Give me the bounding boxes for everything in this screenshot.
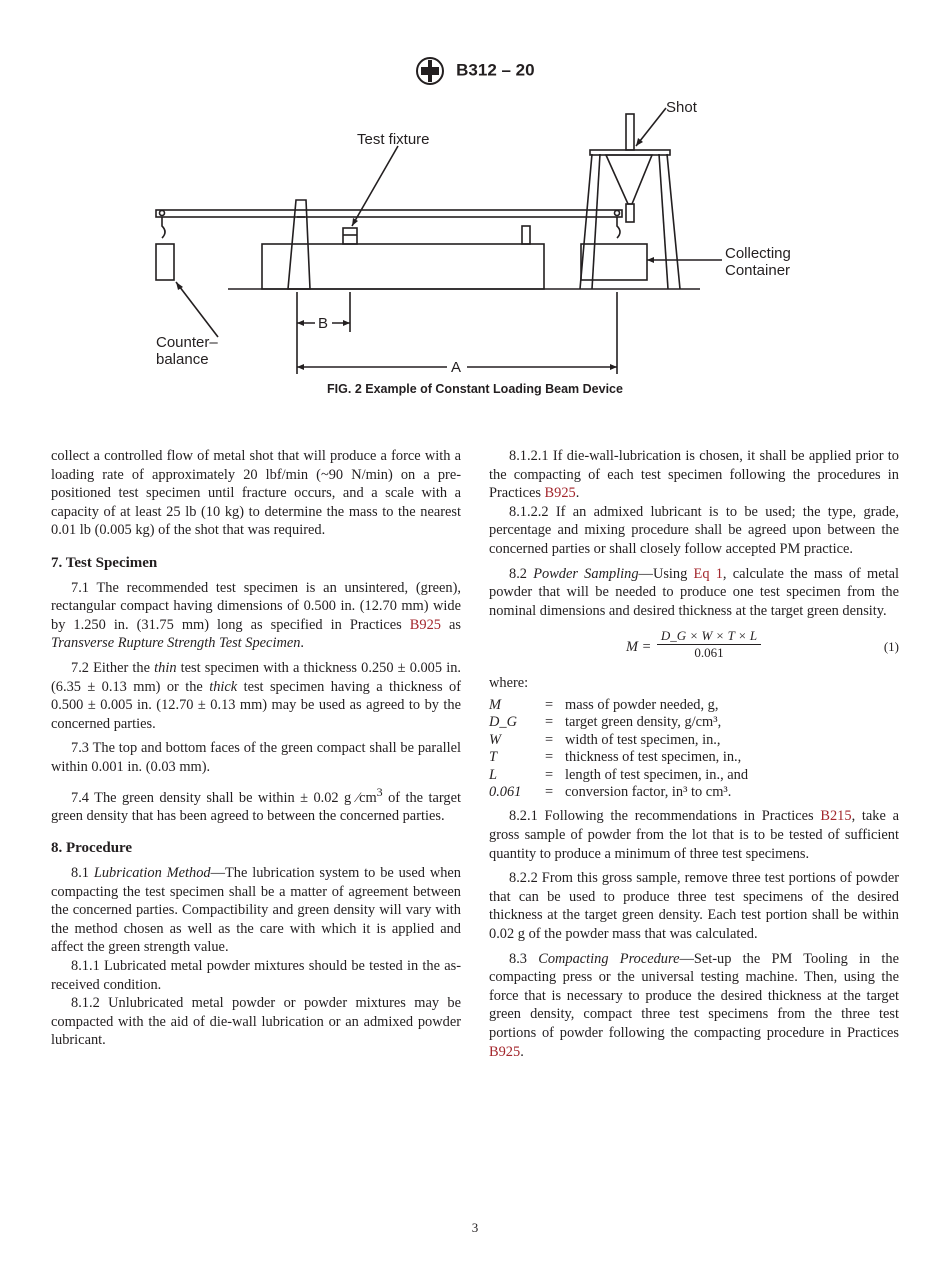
ref-b215-link[interactable]: B215: [820, 808, 852, 825]
section-7-heading: 7. Test Specimen: [51, 554, 158, 571]
para-8-3: 8.3 Compacting Procedure—Set-up the PM Tooling in the compacting press or the universal testing machine. Then, using the force that is necessary to produce the desired thickness at the target green density, compact three test specimens from the three test portions of powder following the compacting procedure in Practices B925.: [489, 950, 899, 1060]
label-collecting: Collecting: [725, 245, 791, 262]
para-7-2: 7.2 Either the thin test specimen with a thickness 0.250 ± 0.005 in. (6.35 ± 0.13 mm) or the thick test specimen having a thickness of 0.500 ± 0.005 in. (12.70 ± 0.13 mm) may be used as agreed to by the concerned parties.: [51, 659, 461, 732]
eq-lhs: M =: [626, 639, 652, 656]
label-counter: Counter–: [156, 334, 218, 351]
ref-eq1-link[interactable]: Eq 1: [693, 565, 723, 582]
para-8-1-2-2: 8.1.2.2 If an admixed lubricant is to be used; the type, grade, percentage and mixing procedure shall be agreed upon between the concerned parties or shall closely follow accepted PM practice.: [489, 503, 899, 557]
variable-row: 0.061 = conversion factor, in³ to cm³.: [489, 783, 732, 800]
variable-row: W = width of test specimen, in.,: [489, 731, 721, 748]
page-number: 3: [471, 1220, 479, 1235]
where-label: where:: [489, 675, 529, 692]
para-8-1-2-1: 8.1.2.1 If die-wall-lubrication is chosen, it shall be applied prior to the compacting of each test specimen following the procedures in Practices B925.: [489, 448, 899, 502]
label-container: Container: [725, 262, 791, 279]
label-dim-b: B: [318, 315, 329, 332]
figure-caption: FIG. 2 Example of Constant Loading Beam Device: [327, 382, 623, 396]
para-7-4: 7.4 The green density shall be within ± 0.02 g $⁄cm^3$ of the target green density that has been agreed to between the concerned parties.: [51, 784, 461, 824]
para-8-2: 8.2 Powder Sampling—Using Eq 1, calculate the mass of metal powder that will be needed to produce one test specimen from the nominal dimensions and desired thickness at the target green density.: [489, 565, 899, 619]
standard-code: B312 – 20: [456, 60, 535, 80]
label-test-fixture: Test fixture: [357, 131, 430, 148]
label-balance: balance: [156, 351, 209, 368]
para-7-1: 7.1 The recommended test specimen is an unsintered, (green), rectangular compact having dimensions of 0.500 in. (12.70 mm) wide by 1.250 in. (31.75 mm) long as specified in Practices B925 as Transverse Rupture Strength Test Specimen.: [51, 579, 461, 652]
para-8-1-2: 8.1.2 Unlubricated metal powder or powder mixtures may be compacted with the aid of die-wall lubrication or an admixed powder lubricant.: [51, 995, 461, 1049]
astm-logo-icon: [415, 56, 445, 86]
intro-paragraph: collect a controlled flow of metal shot that will produce a force with a loading rate of approximately 20 lbf/min (~90 N/min) on a pre-positioned test specimen until fracture occurs, and a scale with a capacity of at least 25 lb (10 kg) to determine the mass to the nearest 0.01 lb (0.005 kg) of the shot that was required.: [51, 448, 461, 539]
equation-1: [489, 628, 899, 666]
label-shot: Shot: [666, 99, 697, 116]
ref-b925-link[interactable]: B925: [544, 485, 576, 502]
beam-device-figure: [140, 92, 791, 382]
variable-table: [489, 697, 748, 801]
variable-row: L = length of test specimen, in., and: [489, 766, 749, 783]
variable-row: M = mass of powder needed, g,: [489, 696, 719, 713]
eq-denominator: 0.061: [694, 645, 724, 661]
section-8-heading: 8. Procedure: [51, 840, 133, 857]
right-column: [489, 447, 899, 1061]
eq-number: (1): [883, 639, 899, 655]
page-header: [0, 56, 950, 86]
eq-fraction: [657, 628, 761, 661]
para-8-2-1: 8.2.1 Following the recommendations in Practices B215, take a gross sample of powder from the lot that is to be tested of sufficient quantity to produce a minimum of three test specimens.: [489, 808, 899, 862]
para-7-3: 7.3 The top and bottom faces of the green compact shall be parallel within 0.001 in. (0.03 mm).: [51, 740, 461, 775]
variable-row: T = thickness of test specimen, in.,: [489, 749, 742, 766]
left-column: [51, 447, 461, 1050]
para-8-1: 8.1 Lubrication Method—The lubrication system to be used when compacting the test specimen shall be a matter of agreement between the concerned parties. Compactibility and green density will vary with the method chosen as well as the care with which it is applied and affect the green strength value.: [51, 865, 461, 956]
ref-b925-link[interactable]: B925: [489, 1043, 521, 1060]
eq-numerator: D_G × W × T × L: [657, 628, 761, 645]
para-8-1-1: 8.1.1 Lubricated metal powder mixtures should be tested in the as-received condition.: [51, 958, 461, 993]
label-dim-a: A: [451, 359, 462, 376]
ref-b925-link[interactable]: B925: [409, 616, 441, 633]
variable-row: D_G = target green density, g/cm³,: [489, 714, 722, 731]
para-8-2-2: 8.2.2 From this gross sample, remove three test portions of powder that can be used to produce three test specimens of the desired thickness at the target green density. Each test portion shall be within 0.02 g of the powder mass that was calculated.: [489, 870, 899, 942]
